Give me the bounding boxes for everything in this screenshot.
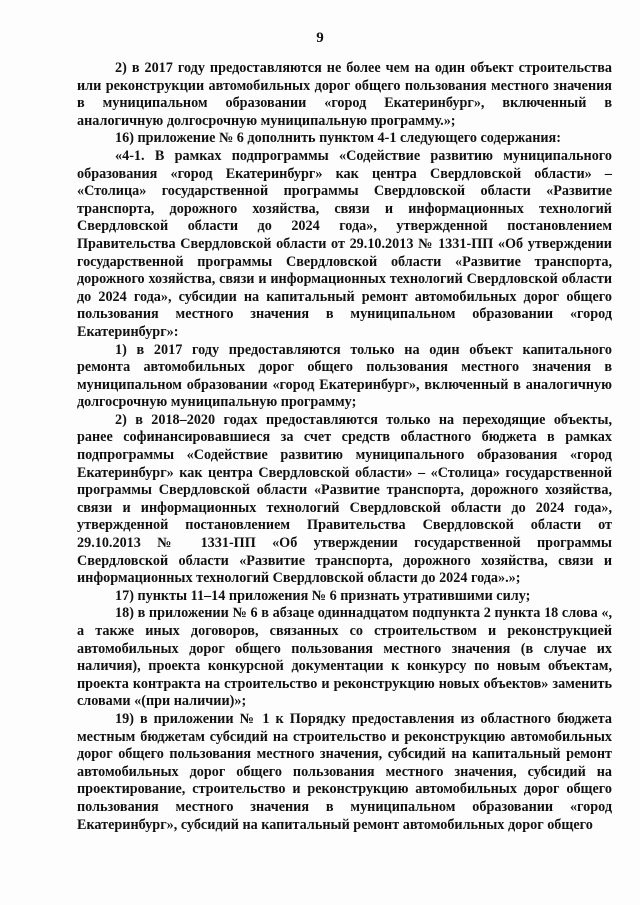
paragraph-3: «4-1. В рамках подпрограммы «Содействие развитию муниципального образования «город Екатеринбург» как центра Свердловской области» – «Столица» государственной программы Свердловской области «Развитие транспорта, дорожного хозяйства, связи и информационных технологий Свердловской области до 2024 года», утвержденной постановлением Правительства Свердловской области от 29.10.2013 № 1331-ПП «Об утверждении государственной программы Свердловской области «Развитие транспорта, дорожного хозяйства, связи и информационных технологий Свердловской области до 2024 года», субсидии на капитальный ремонт автомобильных дорог общего пользования местного значения в муниципальном образовании «город Екатеринбург»: bbox=[77, 147, 612, 340]
paragraph-8: 19) в приложении № 1 к Порядку предоставления из областного бюджета местным бюджетам субсидий на строительство и реконструкцию автомобильных дорог общего пользования местного значения, субсидий на капитальный ремонт автомобильных дорог общего пользования местного значения, субсидий на проектирование, строительство и реконструкцию автомобильных дорог общего пользования местного значения в муниципальном образовании «город Екатеринбург», субсидий на капитальный ремонт автомобильных дорог общего bbox=[77, 710, 612, 833]
paragraph-6: 17) пункты 11–14 приложения № 6 признать утратившими силу; bbox=[115, 587, 531, 604]
paragraph-4: 1) в 2017 году предоставляются только на один объект капитального ремонта автомобильных дорог общего пользования местного значения в муниципальном образовании «город Екатеринбург», включенный в аналогичную долгосрочную муниципальную программу; bbox=[77, 341, 612, 411]
document-body bbox=[77, 60, 612, 834]
paragraph-2: 16) приложение № 6 дополнить пунктом 4-1 следующего содержания: bbox=[115, 130, 561, 147]
paragraph-7: 18) в приложении № 6 в абзаце одиннадцатом подпункта 2 пункта 18 слова «, а также иных договоров, связанных со строительством и реконструкцией автомобильных дорог общего пользования местного значения (в случае их наличия), проекта конкурсной документации к конкурсу по новым объектам, проекта контракта на строительство и реконструкцию новых объектов» заменить словами «(при наличии)»; bbox=[77, 605, 612, 710]
paragraph-1: 2) в 2017 году предоставляются не более чем на один объект строительства или реконструкции автомобильных дорог общего пользования местного значения в муниципальном образовании «город Екатеринбург», включенный в аналогичную долгосрочную муниципальную программу.»; bbox=[77, 60, 612, 129]
page-number: 9 bbox=[316, 30, 324, 46]
paragraph-5: 2) в 2018–2020 годах предоставляются только на переходящие объекты, ранее софинансировавшиеся за счет средств областного бюджета в рамках подпрограммы «Содействие развитию муниципального образования «город Екатеринбург» как центра Свердловской области» – «Столица» государственной программы Свердловской области «Развитие транспорта, дорожного хозяйства, связи и информационных технологий Свердловской области до 2024 года», утвержденной постановлением Правительства Свердловской области от 29.10.2013 № 1331-ПП «Об утверждении государственной программы Свердловской области «Развитие транспорта, дорожного хозяйства, связи и информационных технологий Свердловской области до 2024 года».»; bbox=[77, 411, 612, 587]
